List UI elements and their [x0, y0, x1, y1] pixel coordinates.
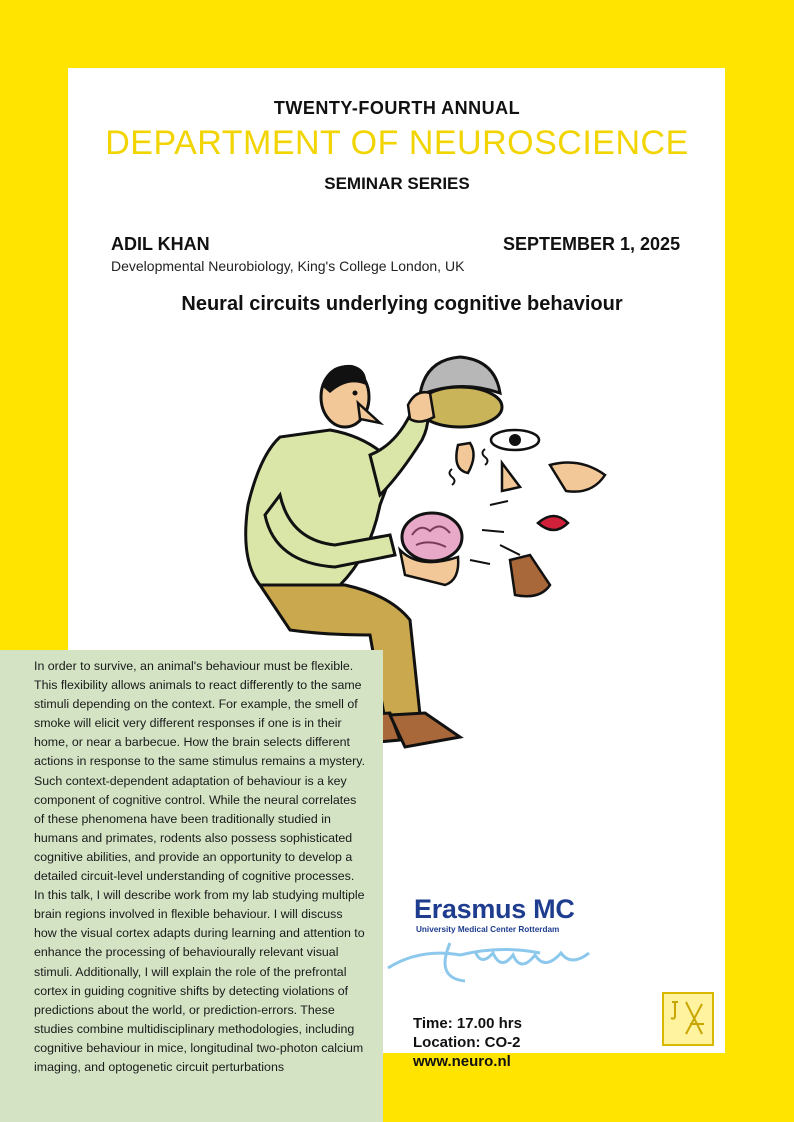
floating-ear	[456, 443, 473, 473]
abstract-text: In order to survive, an animal's behaviour must be flexible. This flexibility allows animals to react differently to the same stimuli depending on the context. For example, the smell of smoke will elicit very different responses if one is in their home, or near a barbecue. How the brain selects different actions in response to the same stimulus remains a mystery. Such context-dependent adaptation of behaviour is a key component of cognitive control. While the neural correlates of these phenomena have been traditionally studied in humans and primates, rodents also possess sophisticated cognitive abilities, and provide an opportunity to develop a detailed circuit-level understanding of cognitive processes. In this talk, I will describe work from my lab studying multiple brain regions involved in flexible behaviour. I will discuss how the visual cortex adapts during learning and attention to enhance the processing of behaviourally relevant visual stimuli. Additionally, I will explain the role of the prefrontal cortex in guiding cognitive shifts by detecting violations of predictions about the world, or prediction-errors. These studies combine multidisciplinary methodologies, including cognitive behaviour in mice, longitudinal two-photon calcium imaging, and optogenetic circuit perturbations	[34, 659, 366, 1074]
eye	[353, 391, 358, 396]
signature-text: Erasmus	[440, 973, 445, 974]
brain	[402, 513, 462, 561]
talk-title: Neural circuits underlying cognitive behaviour	[181, 293, 623, 315]
series-heading: SEMINAR SERIES	[324, 174, 470, 193]
floating-nose	[502, 463, 520, 491]
artist-stamp-text: Joost Swarte	[664, 994, 670, 995]
artist-stamp-mark	[664, 994, 712, 1044]
seminar-location: Location: CO-2	[413, 1034, 521, 1051]
floating-shoe	[510, 555, 550, 596]
seminar-website[interactable]: www.neuro.nl	[413, 1053, 511, 1070]
annual-heading: TWENTY-FOURTH ANNUAL	[273, 98, 521, 118]
seminar-details	[413, 1014, 522, 1071]
department-title: DEPARTMENT OF NEUROSCIENCE	[105, 124, 689, 162]
erasmus-logo-subtitle: University Medical Center Rotterdam	[416, 925, 560, 934]
erasmus-logo-wordmark: Erasmus MC	[414, 894, 575, 924]
speaker-affiliation: Developmental Neurobiology, King's College London, UK	[111, 258, 465, 274]
shoe-right	[390, 713, 460, 747]
artist-stamp	[662, 992, 714, 1046]
hat-hand	[408, 392, 434, 421]
speaker-name: ADIL KHAN	[111, 234, 210, 254]
floating-hand	[550, 463, 605, 492]
seminar-date: SEPTEMBER 1, 2025	[503, 234, 681, 254]
floating-mouth	[538, 516, 568, 530]
floating-eye	[491, 430, 539, 450]
seminar-time: Time: 17.00 hrs	[413, 1015, 522, 1032]
erasmus-signature-logo	[380, 893, 610, 988]
